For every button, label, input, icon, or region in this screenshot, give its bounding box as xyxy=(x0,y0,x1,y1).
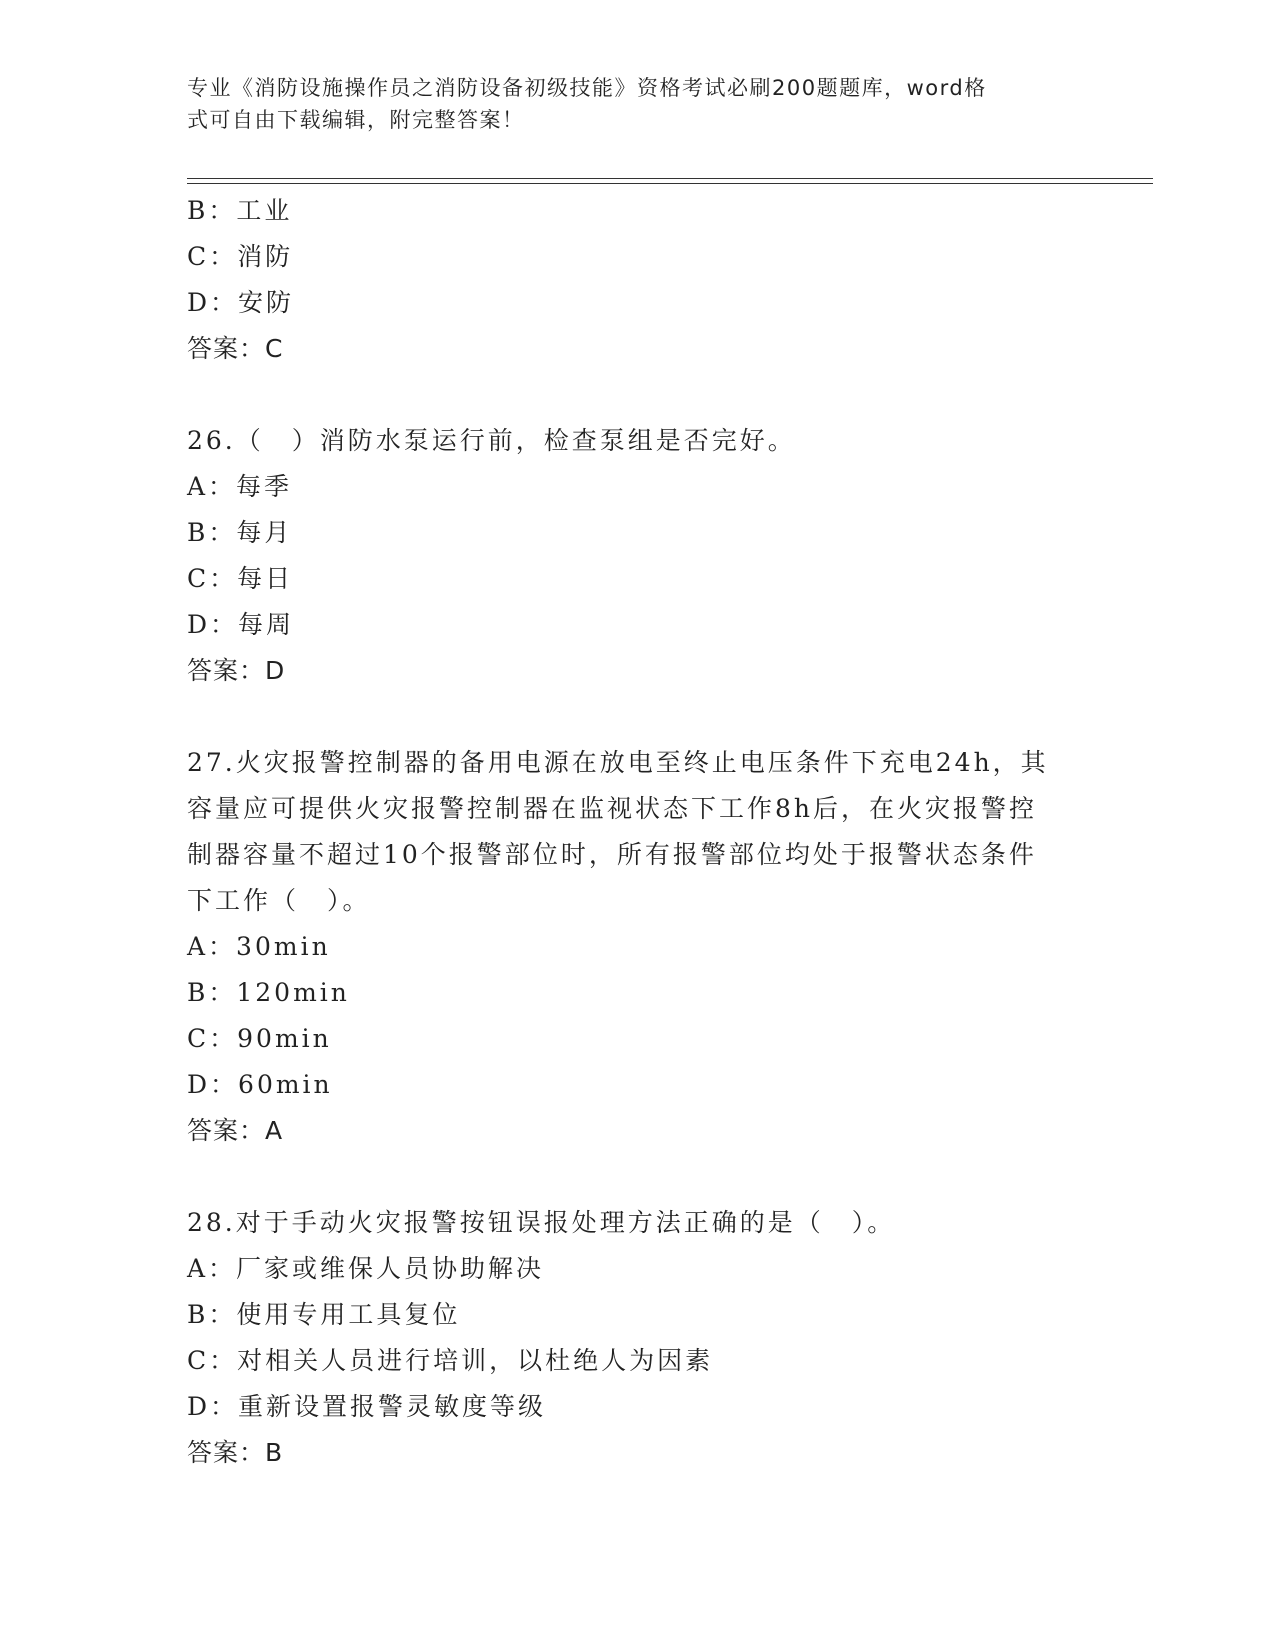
option-b: B：每月 xyxy=(187,518,293,547)
question-26 xyxy=(187,418,1087,694)
question-stem: 26.（ ）消防水泵运行前，检查泵组是否完好。 xyxy=(187,426,796,455)
option-a: A：30min xyxy=(187,932,331,961)
option-b: B：120min xyxy=(187,978,350,1007)
question-stem-line-1: 27.火灾报警控制器的备用电源在放电至终止电压条件下充电24h，其 xyxy=(187,748,1049,777)
option-c: C：消防 xyxy=(187,242,294,271)
option-d: D：每周 xyxy=(187,610,295,639)
option-c: C：每日 xyxy=(187,564,294,593)
header-rule-bottom xyxy=(187,183,1153,184)
question-stem: 28.对于手动火灾报警按钮误报处理方法正确的是（ ）。 xyxy=(187,1208,896,1237)
option-c: C：对相关人员进行培训，以杜绝人为因素 xyxy=(187,1346,714,1375)
spacer xyxy=(187,372,1087,418)
answer-line: 答案：D xyxy=(187,656,286,685)
option-b: B：使用专用工具复位 xyxy=(187,1300,461,1329)
question-28 xyxy=(187,1200,1087,1476)
answer-line: 答案：A xyxy=(187,1116,284,1145)
option-a: A：每季 xyxy=(187,472,293,501)
question-stem-line-2: 容量应可提供火灾报警控制器在监视状态下工作8h后，在火灾报警控 xyxy=(187,794,1038,823)
header-title-line-2: 式可自由下载编辑，附完整答案！ xyxy=(187,108,525,132)
question-27 xyxy=(187,740,1087,1154)
spacer xyxy=(187,694,1087,740)
option-a: A：厂家或维保人员协助解决 xyxy=(187,1254,545,1283)
option-d: D：重新设置报警灵敏度等级 xyxy=(187,1392,547,1421)
question-stem-line-4: 下工作（ ）。 xyxy=(187,886,371,915)
option-d: D：安防 xyxy=(187,288,295,317)
question-25-continued xyxy=(187,188,1087,372)
header-rule-top xyxy=(187,178,1153,179)
answer-line: 答案：C xyxy=(187,334,284,363)
option-d: D：60min xyxy=(187,1070,333,1099)
question-stem-line-3: 制器容量不超过10个报警部位时，所有报警部位均处于报警状态条件 xyxy=(187,840,1037,869)
document-header xyxy=(187,72,1077,136)
answer-line: 答案：B xyxy=(187,1438,284,1467)
question-list xyxy=(187,188,1087,1476)
header-title-line-1: 专业《消防设施操作员之消防设备初级技能》资格考试必刷200题题库，word格 xyxy=(187,76,987,100)
option-c: C：90min xyxy=(187,1024,332,1053)
option-b: B：工业 xyxy=(187,196,293,225)
spacer xyxy=(187,1154,1087,1200)
